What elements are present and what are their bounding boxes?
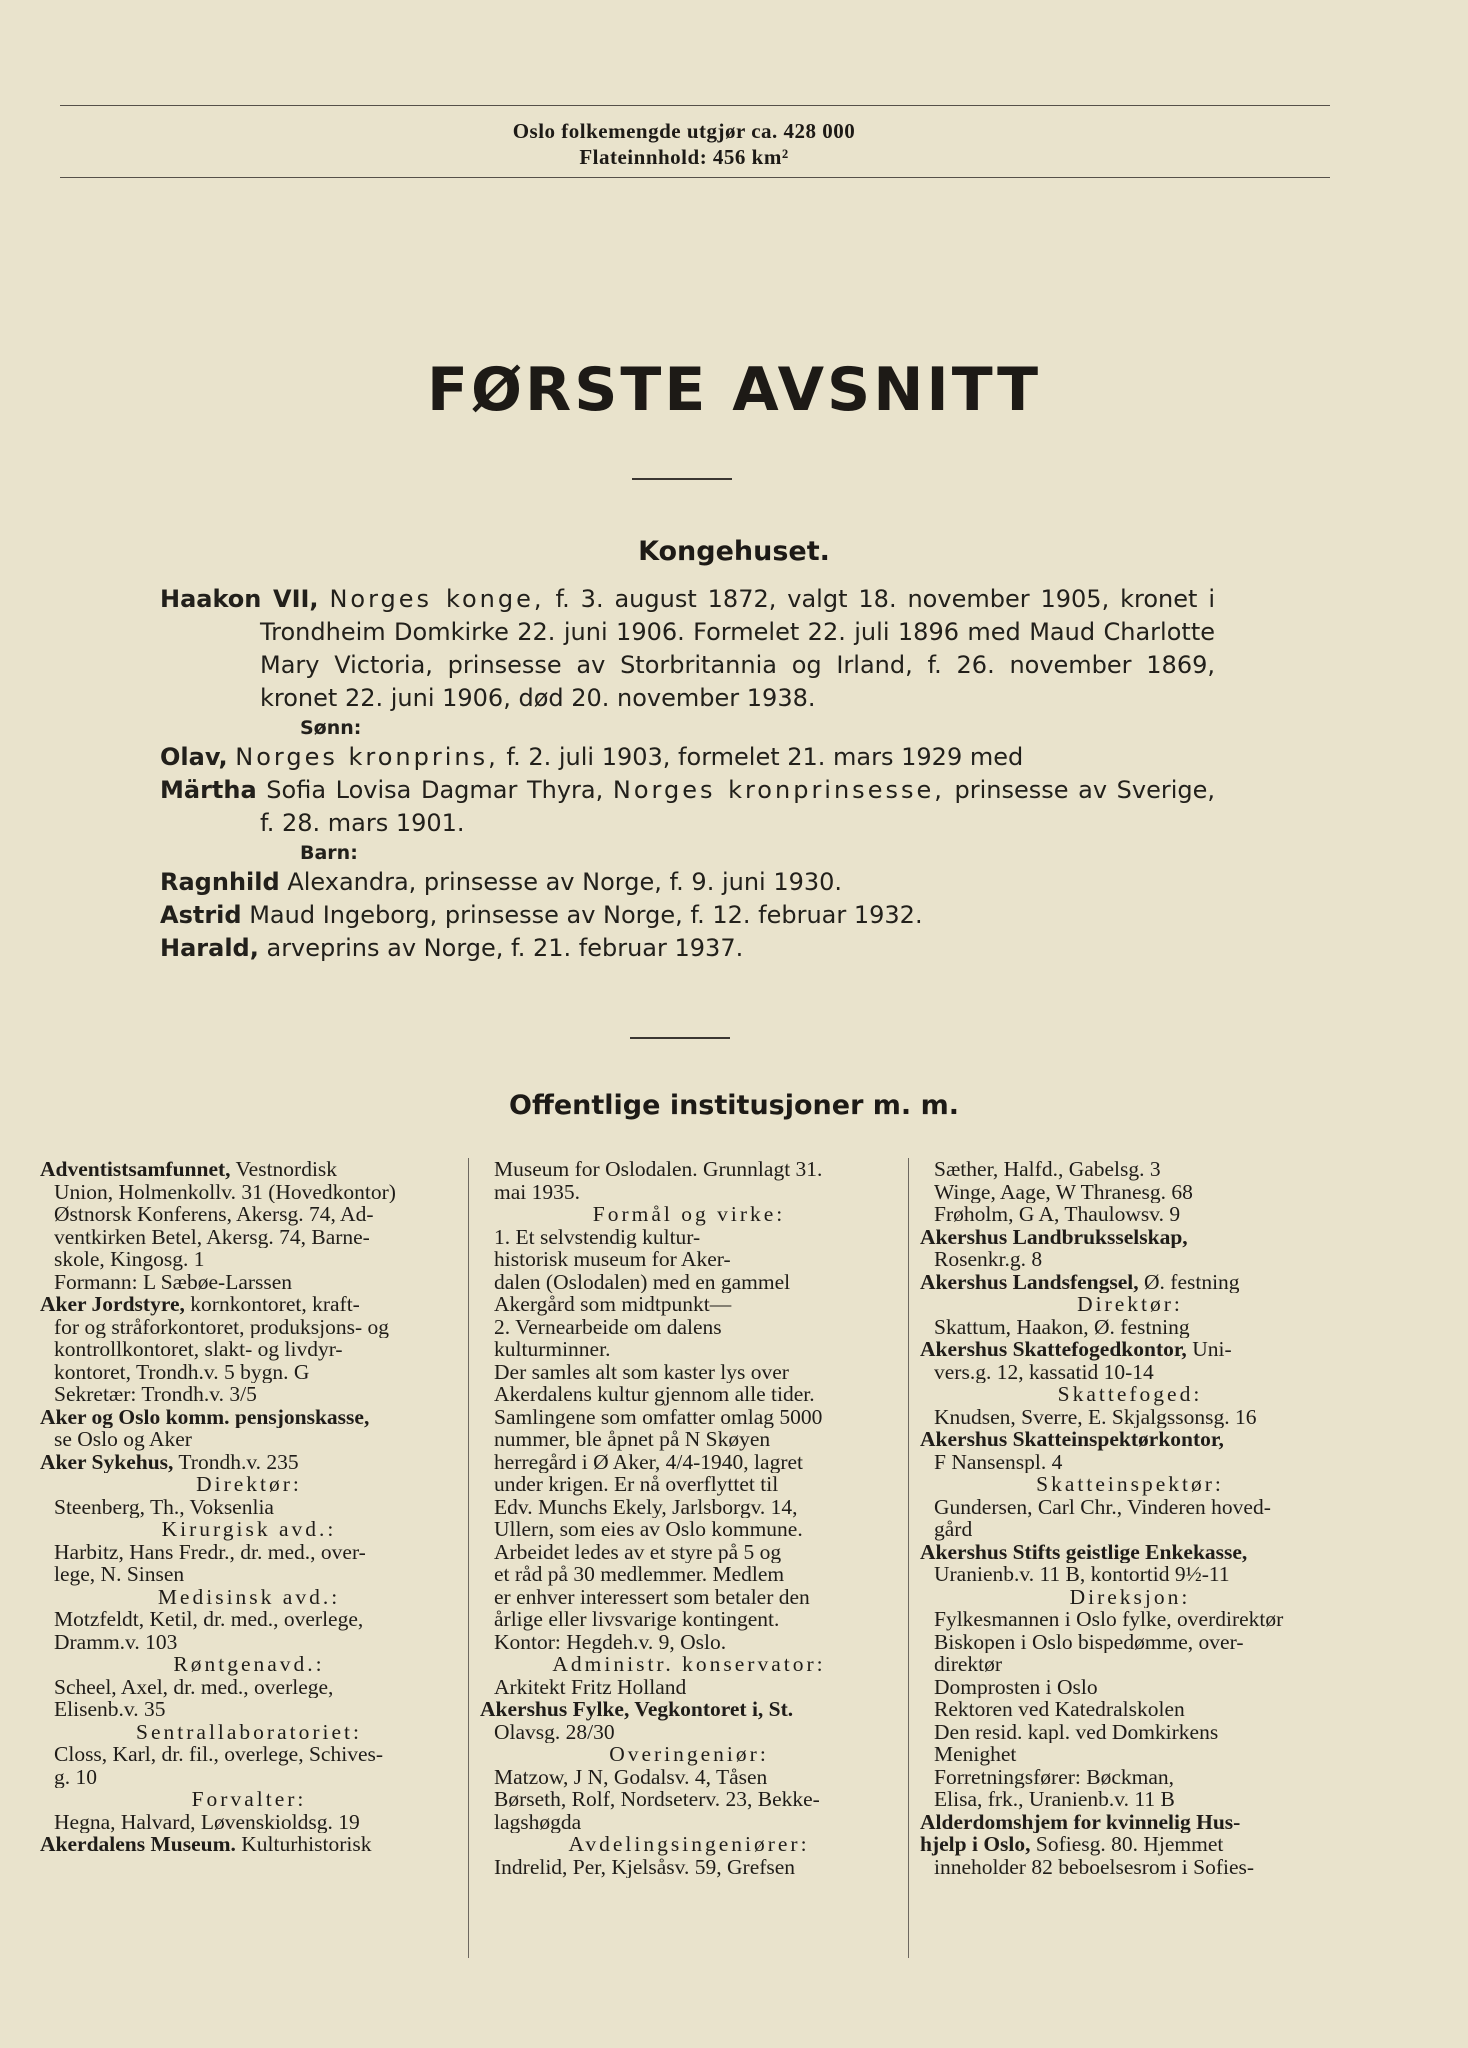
column-line: skole, Kingosg. 1 (54, 1248, 205, 1271)
column-line: Rektoren ved Katedralskolen (934, 1698, 1185, 1721)
column-line: Uranienb.v. 11 B, kontortid 9½-11 (934, 1563, 1230, 1586)
entry-name: Akershus Landsfengsel, (920, 1270, 1139, 1293)
column-line: Den resid. kapl. ved Domkirkens (934, 1720, 1219, 1743)
column-line: under krigen. Er nå overflyttet til (494, 1473, 779, 1496)
population-line: Oslo folkemengde utgjør ca. 428 000 (512, 119, 856, 143)
column-line: Skattefoged: (1057, 1383, 1203, 1406)
column-line: Arkitekt Fritz Holland (494, 1675, 687, 1698)
column-line: Rosenkr.g. 8 (934, 1248, 1043, 1271)
entry-name: Akershus Skattefogedkontor, (920, 1338, 1187, 1361)
column-line (920, 1271, 1340, 1294)
column-3 (920, 1158, 1340, 1878)
column-line: Akergård som midtpunkt— (494, 1293, 732, 1316)
column-line: vers.g. 12, kassatid 10-14 (934, 1360, 1154, 1383)
column-2 (480, 1158, 898, 1878)
column-line: Harbitz, Hans Fredr., dr. med., over- (54, 1540, 366, 1563)
column-line: Union, Holmenkollv. 31 (Hovedkontor) (54, 1180, 396, 1203)
entry-text: Trondh.v. 235 (173, 1450, 299, 1473)
column-line (40, 1833, 458, 1856)
column-line: Akershus Stifts geistlige Enkekasse, (920, 1540, 1248, 1563)
entry-name: Akerdalens Museum. (40, 1833, 236, 1856)
column-line: årlige eller livsvarige kontingent. (494, 1608, 780, 1631)
entry-name: Adventistsamfunnet, (40, 1158, 231, 1181)
column-line: Medisinsk avd.: (157, 1585, 341, 1608)
entry-text: Vestnordisk (230, 1158, 338, 1181)
column-line: Forvalter: (191, 1788, 307, 1811)
column-line: Akershus Fylke, Vegkontoret i, St. (480, 1698, 794, 1721)
column-line: Børseth, Rolf, Nordseterv. 23, Bekke- (494, 1788, 820, 1811)
column-line: Skatteinspektør: (1036, 1473, 1224, 1496)
column-line: Menighet (934, 1743, 1017, 1766)
column-line: Direksjon: (1069, 1585, 1191, 1608)
entry-name: hjelp i Oslo, (920, 1833, 1031, 1856)
column-line: Biskopen i Oslo bispedømme, over- (934, 1630, 1244, 1653)
column-line (40, 1451, 458, 1474)
child-text: Alexandra, prinsesse av Norge, f. 9. juni 1930. (287, 868, 843, 896)
column-line: 1. Et selvstendig kultur- (494, 1225, 701, 1248)
column-line: Elisa, frk., Uranienb.v. 11 B (934, 1788, 1175, 1811)
column-line: gård (934, 1518, 973, 1541)
column-line: dalen (Oslodalen) med en gammel (494, 1270, 791, 1293)
column-line: Sekretær: Trondh.v. 3/5 (54, 1383, 257, 1406)
column-line: Kontor: Hegdeh.v. 9, Oslo. (494, 1630, 727, 1653)
sonn-label: Sønn: (300, 717, 362, 739)
column-line: Olavsg. 28/30 (494, 1720, 615, 1743)
column-line: Steenberg, Th., Voksenlia (54, 1495, 274, 1518)
column-line: Akershus Landbruksselskap, (920, 1225, 1188, 1248)
column-line: for og stråforkontoret, produksjons- og (54, 1315, 389, 1338)
column-line: Indrelid, Per, Kjelsåsv. 59, Grefsen (494, 1855, 796, 1878)
olav-text: f. 2. juli 1903, formelet 21. mars 1929 med (506, 743, 1024, 771)
column-line: Alderdomshjem for kvinnelig Hus- (920, 1810, 1241, 1833)
entry-text: Ø. festning (1138, 1270, 1240, 1293)
column-line: Aker og Oslo komm. pensjonskasse, (40, 1405, 370, 1428)
column-line: Gundersen, Carl Chr., Vinderen hoved- (934, 1495, 1271, 1518)
column-line: er enhver interessert som betaler den (494, 1585, 810, 1608)
column-line: et råd på 30 medlemmer. Medlem (494, 1563, 785, 1586)
column-line: Fylkesmannen i Oslo fylke, overdirektør (934, 1608, 1284, 1631)
entry-text: kornkontoret, kraft- (184, 1293, 360, 1316)
column-line: Frøholm, G A, Thaulowsv. 9 (934, 1203, 1181, 1226)
column-line: Direktør: (1077, 1293, 1183, 1316)
column-line: Museum for Oslodalen. Grunnlagt 31. (494, 1158, 823, 1181)
column-line: Avdelingsingeniører: (568, 1833, 810, 1856)
olav-title: Norges kronprins, (235, 743, 499, 771)
column-line: Domprosten i Oslo (934, 1675, 1098, 1698)
header-bottom-rule (60, 177, 1330, 178)
child-text: arveprins av Norge, f. 21. februar 1937. (266, 934, 744, 962)
column-line: Winge, Aage, W Thranesg. 68 (934, 1180, 1193, 1203)
haakon-entry (160, 583, 1215, 715)
column-line: Elisenb.v. 35 (54, 1698, 166, 1721)
haakon-title: Norges konge, (329, 585, 545, 613)
column-line: Samlingene som omfatter omlag 5000 (494, 1405, 823, 1428)
institutions-columns (40, 1158, 1320, 1988)
column-line (920, 1338, 1340, 1361)
column-line: Knudsen, Sverre, E. Skjalgssonsg. 16 (934, 1405, 1257, 1428)
column-line: 2. Vernearbeide om dalens (494, 1315, 722, 1338)
royal-family-block (160, 583, 1215, 965)
column-line: F Nansenspl. 4 (934, 1450, 1063, 1473)
column-line: Skattum, Haakon, Ø. festning (934, 1315, 1190, 1338)
area-line: Flateinnhold: 456 km² (579, 145, 789, 169)
child-entry (160, 899, 1215, 932)
olav-entry (160, 741, 1215, 774)
column-line: direktør (934, 1653, 1003, 1676)
column-line: lagshøgda (494, 1810, 582, 1833)
olav-name: Olav, (160, 743, 228, 771)
column-line: herregård i Ø Aker, 4/4-1940, lagret (494, 1450, 803, 1473)
column-line: lege, N. Sinsen (54, 1563, 185, 1586)
column-line: Forretningsfører: Bøckman, (934, 1765, 1175, 1788)
martha-entry (160, 774, 1215, 840)
top-rule (60, 105, 1330, 106)
barn-label: Barn: (300, 842, 358, 864)
column-line: Arbeidet ledes av et styre på 5 og (494, 1540, 782, 1563)
column-line: Edv. Munchs Ekely, Jarlsborgv. 14, (494, 1495, 798, 1518)
column-line: Motzfeldt, Ketil, dr. med., overlege, (54, 1608, 364, 1631)
column-1 (40, 1158, 458, 1856)
column-line: ventkirken Betel, Akersg. 74, Barne- (54, 1225, 370, 1248)
entry-text: Sofiesg. 80. Hjemmet (1030, 1833, 1224, 1856)
column-line: Sentrallaboratoriet: (136, 1720, 362, 1743)
column-line: Sæther, Halfd., Gabelsg. 3 (934, 1158, 1161, 1181)
column-line: Østnorsk Konferens, Akersg. 74, Ad- (54, 1203, 374, 1226)
martha-text2: prinsesse av Sverige, f. 28. mars 1901. (260, 776, 1216, 837)
kongehuset-heading: Kongehuset. (638, 536, 830, 567)
header-block (0, 118, 1468, 170)
child-text: Maud Ingeborg, prinsesse av Norge, f. 12. februar 1932. (249, 901, 923, 929)
column-line: kontrollkontoret, slakt- og livdyr- (54, 1338, 343, 1361)
child-name: Ragnhild (160, 868, 280, 896)
column-line: Overingeniør: (609, 1743, 769, 1766)
child-entry (160, 866, 1215, 899)
child-name: Harald, (160, 934, 259, 962)
haakon-name: Haakon VII, (160, 585, 319, 613)
entry-name: Aker Sykehus, (40, 1450, 174, 1473)
entry-text: Kulturhistorisk (235, 1833, 372, 1856)
column-line: se Oslo og Aker (54, 1428, 192, 1451)
title-divider (632, 478, 732, 480)
column-line: Direktør: (196, 1473, 302, 1496)
column-line: inneholder 82 beboelsesrom i Sofies- (934, 1855, 1255, 1878)
column-line: kontoret, Trondh.v. 5 bygn. G (54, 1360, 310, 1383)
column-line: Closs, Karl, dr. fil., overlege, Schives- (54, 1743, 384, 1766)
column-line: Matzow, J N, Godalsv. 4, Tåsen (494, 1765, 768, 1788)
column-line: Formål og virke: (592, 1203, 786, 1226)
column-line: historisk museum for Aker- (494, 1248, 731, 1271)
column-line: Scheel, Axel, dr. med., overlege, (54, 1675, 334, 1698)
child-name: Astrid (160, 901, 242, 929)
section-title: FØRSTE AVSNITT (427, 355, 1041, 425)
martha-text1: Sofia Lovisa Dagmar Thyra, (266, 776, 604, 804)
column-line: Akershus Skatteinspektørkontor, (920, 1428, 1224, 1451)
column-line: Ullern, som eies av Oslo kommune. (494, 1518, 803, 1541)
column-line: nummer, ble åpnet på N Skøyen (494, 1428, 771, 1451)
institutions-heading: Offentlige institusjoner m. m. (509, 1090, 959, 1121)
column-line: kulturminner. (494, 1338, 611, 1361)
column-line (40, 1158, 458, 1181)
column-line: Formann: L Sæbøe-Larssen (54, 1270, 293, 1293)
column-line: g. 10 (54, 1765, 97, 1788)
entry-name: Aker Jordstyre, (40, 1293, 185, 1316)
column-line: Der samles alt som kaster lys over (494, 1360, 789, 1383)
column-line: Akerdalens kultur gjennom alle tider. (494, 1383, 815, 1406)
martha-name: Märtha (160, 776, 257, 804)
column-line: Administr. konservator: (552, 1653, 826, 1676)
haakon-text: f. 3. august 1872, valgt 18. november 1905, kronet i Trondheim Domkirke 22. juni 1906. Formelet 22. juli 1896 med Maud Charlotte Mary Victoria, prinsesse av Storbritannia og Irland, f. 26. november 1869, kronet 22. juni 1906, død 20. november 1938. (260, 585, 1215, 712)
column-line: Kirurgisk avd.: (161, 1518, 337, 1541)
column-divider (468, 1158, 469, 1958)
column-line: mai 1935. (494, 1180, 580, 1203)
child-entry (160, 932, 1215, 965)
column-divider (908, 1158, 909, 1958)
column-line (920, 1833, 1340, 1856)
column-line: Røntgenavd.: (173, 1653, 325, 1676)
column-line: Hegna, Halvard, Løvenskioldsg. 19 (54, 1810, 360, 1833)
column-line: Dramm.v. 103 (54, 1630, 178, 1653)
entry-text: Uni- (1186, 1338, 1232, 1361)
kongehuset-divider (630, 1037, 730, 1039)
martha-title: Norges kronprinsesse, (612, 776, 945, 804)
column-line (40, 1293, 458, 1316)
